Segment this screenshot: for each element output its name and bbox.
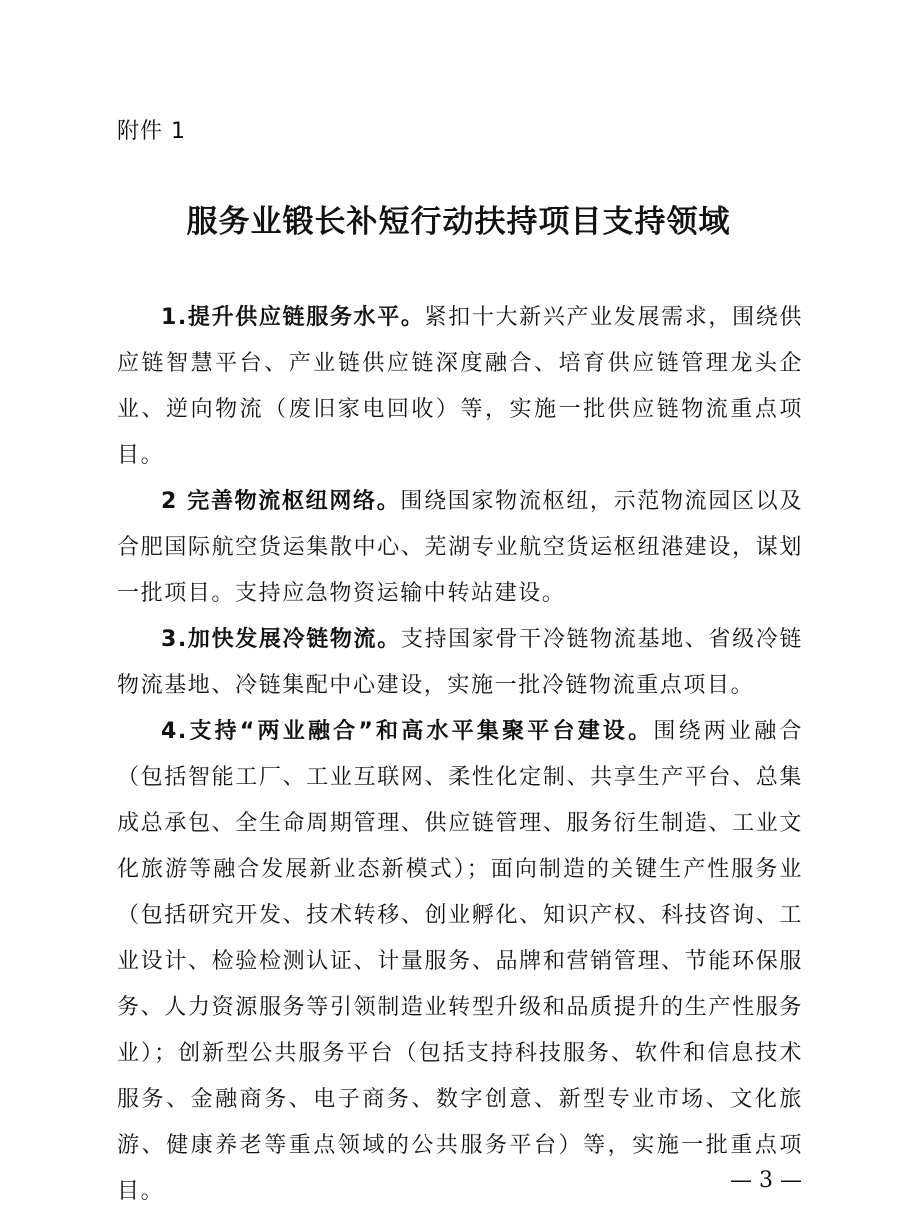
paragraph-4 [117,709,803,1215]
paragraph-1-heading: 1.提升供应链服务水平。 [161,305,425,330]
paragraph-2-heading: 2 完善物流枢纽网络。 [161,489,401,514]
paragraph-1 [117,295,803,479]
paragraph-4-text: 围绕两业融合（包括智能工厂、工业互联网、柔性化定制、共享生产平台、总集成总承包、全生命周期管理、供应链管理、服务衍生制造、工业文化旅游等融合发展新业态新模式）；面向制造的关键生产性服务业（包括研究开发、技术转移、创业孵化、知识产权、科技咨询、工业设计、检验检测认证、计量服务、品牌和营销管理、节能环保服务、人力资源服务等引领制造业转型升级和品质提升的生产性服务业）；创新型公共服务平台（包括支持科技服务、软件和信息技术服务、金融商务、电子商务、数字创意、新型专业市场、文化旅游、健康养老等重点领域的公共服务平台）等，实施一批重点项目。 [117,719,804,1204]
paragraph-2 [117,479,803,617]
paragraph-3 [117,617,803,709]
paragraph-4-heading: 4.支持“两业融合”和高水平集聚平台建设。 [161,719,654,744]
page-number: — 3 — [730,1168,802,1193]
paragraph-3-text: 支持国家骨干冷链物流基地、省级冷链物流基地、冷链集配中心建设，实施一批冷链物流重点项目。 [117,627,804,698]
paragraph-1-text: 紧扣十大新兴产业发展需求，围绕供应链智慧平台、产业链供应链深度融合、培育供应链管理龙头企业、逆向物流（废旧家电回收）等，实施一批供应链物流重点项目。 [117,305,803,468]
attachment-label: 附件 1 [117,119,186,144]
paragraph-2-text: 围绕国家物流枢纽，示范物流园区以及合肥国际航空货运集散中心、芜湖专业航空货运枢纽港建设，谋划一批项目。支持应急物资运输中转站建设。 [117,489,803,606]
document-title: 服务业锻长补短行动扶持项目支持领域 [186,204,731,240]
document-body [117,295,803,1215]
paragraph-3-heading: 3.加快发展冷链物流。 [161,627,401,652]
